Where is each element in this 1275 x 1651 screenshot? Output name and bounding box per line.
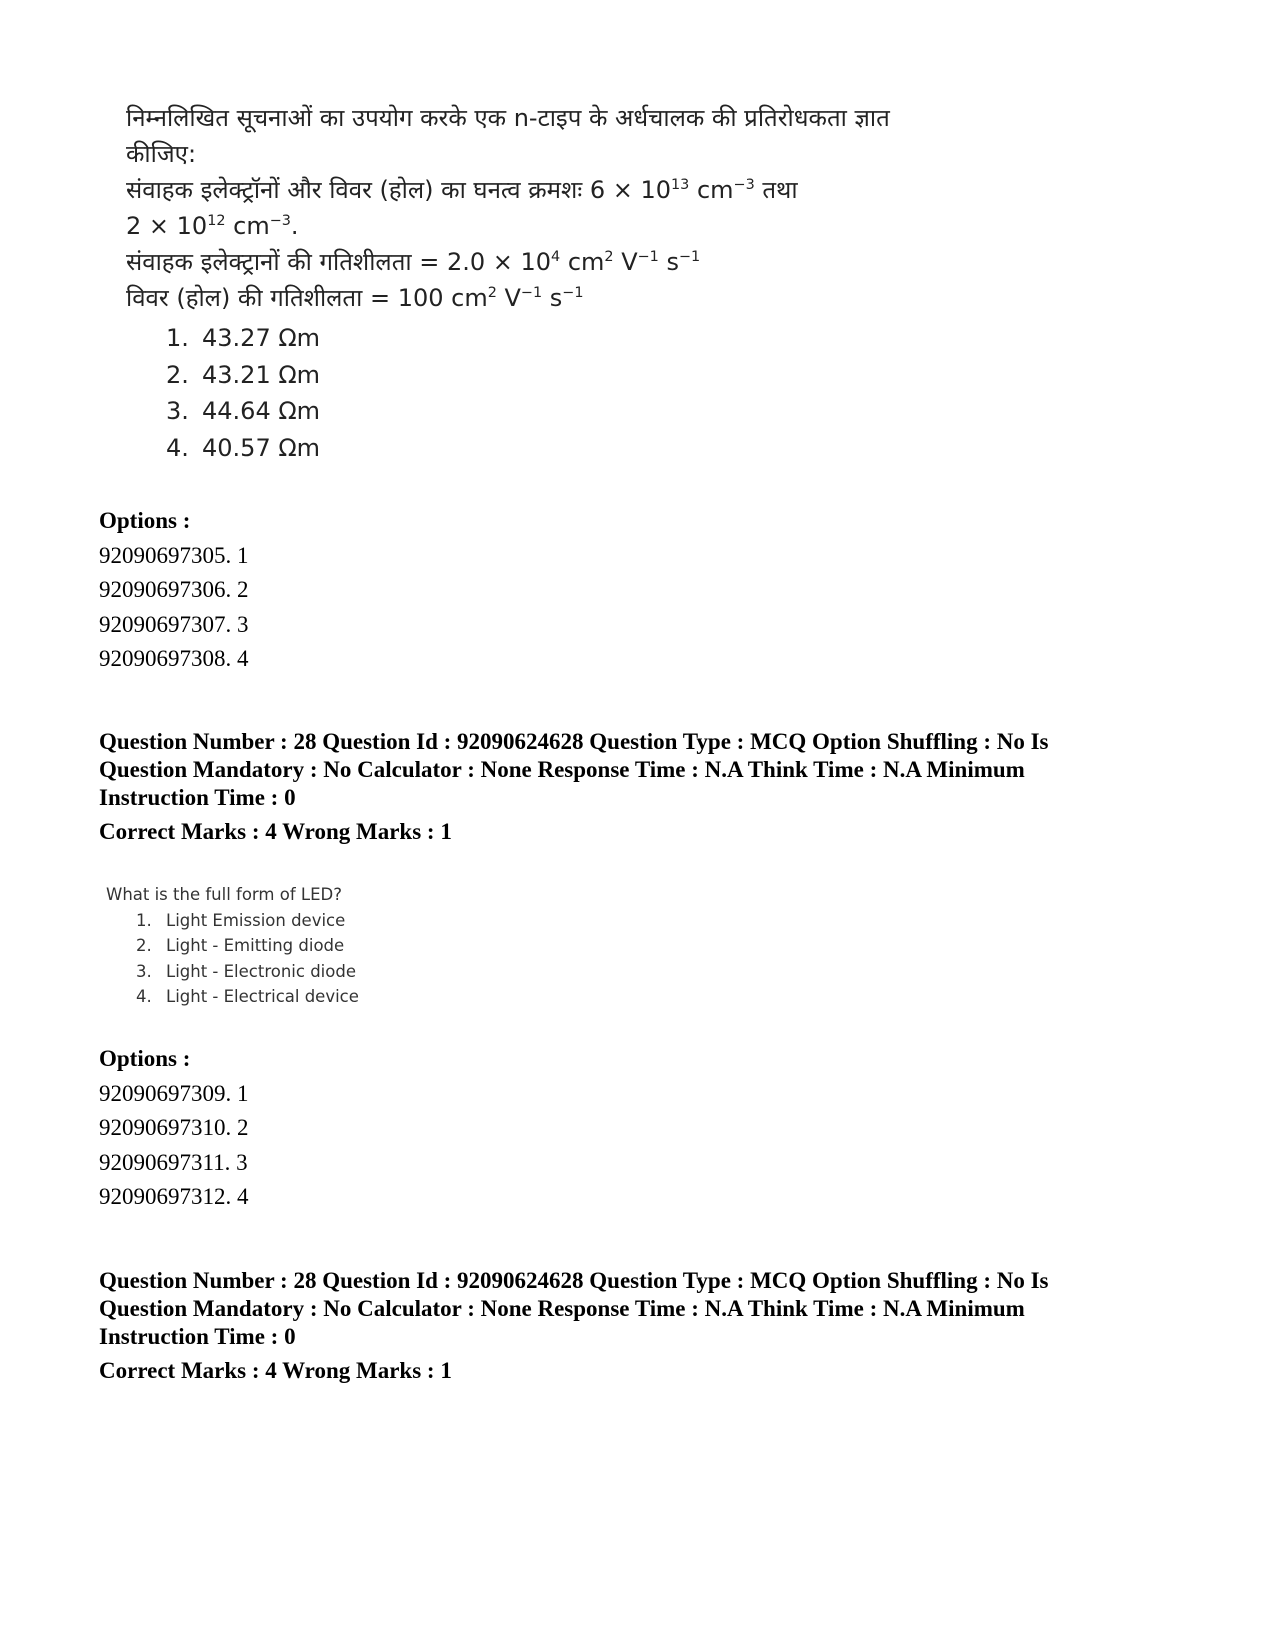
question-text-line-3: संवाहक इलेक्ट्रॉनों और विवर (होल) का घनत्व क्रमशः $6 \times 10^{13}$ $cm^{-3}$ तथा bbox=[126, 176, 798, 204]
option-item: 92090697309. 1 bbox=[99, 1080, 249, 1106]
answer-choice: 1. 43.27 Ωm bbox=[166, 324, 321, 353]
answer-choice: 3. 44.64 Ωm bbox=[166, 397, 321, 426]
question-text-line-2: कीजिए: bbox=[126, 140, 197, 168]
question-meta-line: Instruction Time : 0 bbox=[99, 1324, 296, 1349]
option-item: 92090697310. 2 bbox=[99, 1115, 249, 1140]
answer-choice: 2. Light - Emitting diode bbox=[136, 936, 345, 956]
answer-choice: 4. Light - Electrical device bbox=[136, 987, 359, 1007]
question-meta bbox=[99, 728, 1189, 846]
question-meta-line: Question Number : 28 Question Id : 92090624628 Question Type : MCQ Option Shuffling : No Is bbox=[99, 729, 1049, 754]
answer-choices bbox=[166, 320, 1026, 466]
question-text: What is the full form of LED? bbox=[106, 885, 342, 904]
question-text-line-6: विवर (होल) की गतिशीलता = 100 $cm^2$ $V^{-1}$ $s^{-1}$ bbox=[126, 284, 584, 312]
question-meta bbox=[99, 1267, 1189, 1385]
answer-choice: 2. 43.21 Ωm bbox=[166, 360, 321, 389]
question-meta-line: Question Number : 28 Question Id : 92090624628 Question Type : MCQ Option Shuffling : No Is bbox=[99, 1268, 1049, 1293]
option-item: 92090697305. 1 bbox=[99, 542, 249, 568]
options-heading: Options : bbox=[99, 1046, 191, 1071]
option-item: 92090697311. 3 bbox=[99, 1149, 248, 1175]
question-marks: Correct Marks : 4 Wrong Marks : 1 bbox=[99, 1358, 452, 1383]
option-item: 92090697306. 2 bbox=[99, 577, 249, 602]
question-text-line-1: निम्नलिखित सूचनाओं का उपयोग करके एक n-टाइप के अर्धचालक की प्रतिरोधकता ज्ञात bbox=[126, 104, 890, 132]
options-list bbox=[99, 1042, 1189, 1215]
question-meta-line: Question Mandatory : No Calculator : None Response Time : N.A Think Time : N.A Minimum bbox=[99, 757, 1025, 782]
question-27-image bbox=[126, 100, 1026, 466]
option-item: 92090697307. 3 bbox=[99, 611, 249, 637]
question-text-line-5: संवाहक इलेक्ट्रानों की गतिशीलता = $2.0 \times 10^4$ $cm^2$ $V^{-1}$ $s^{-1}$ bbox=[126, 248, 701, 276]
option-item: 92090697308. 4 bbox=[99, 646, 249, 671]
answer-choice: 3. Light - Electronic diode bbox=[136, 961, 356, 981]
options-heading: Options : bbox=[99, 508, 191, 533]
options-list bbox=[99, 504, 1189, 677]
question-28-image bbox=[106, 882, 506, 1010]
answer-choice: 4. 40.57 Ωm bbox=[166, 433, 321, 462]
option-item: 92090697312. 4 bbox=[99, 1184, 249, 1209]
question-meta-line: Instruction Time : 0 bbox=[99, 785, 296, 810]
question-meta-line: Question Mandatory : No Calculator : None Response Time : N.A Think Time : N.A Minimum bbox=[99, 1296, 1025, 1321]
question-text-line-4: $2 \times 10^{12}$ $cm^{-3}$. bbox=[126, 212, 299, 240]
answer-choices bbox=[136, 908, 506, 1010]
answer-choice: 1. Light Emission device bbox=[136, 910, 346, 930]
question-marks: Correct Marks : 4 Wrong Marks : 1 bbox=[99, 819, 452, 844]
